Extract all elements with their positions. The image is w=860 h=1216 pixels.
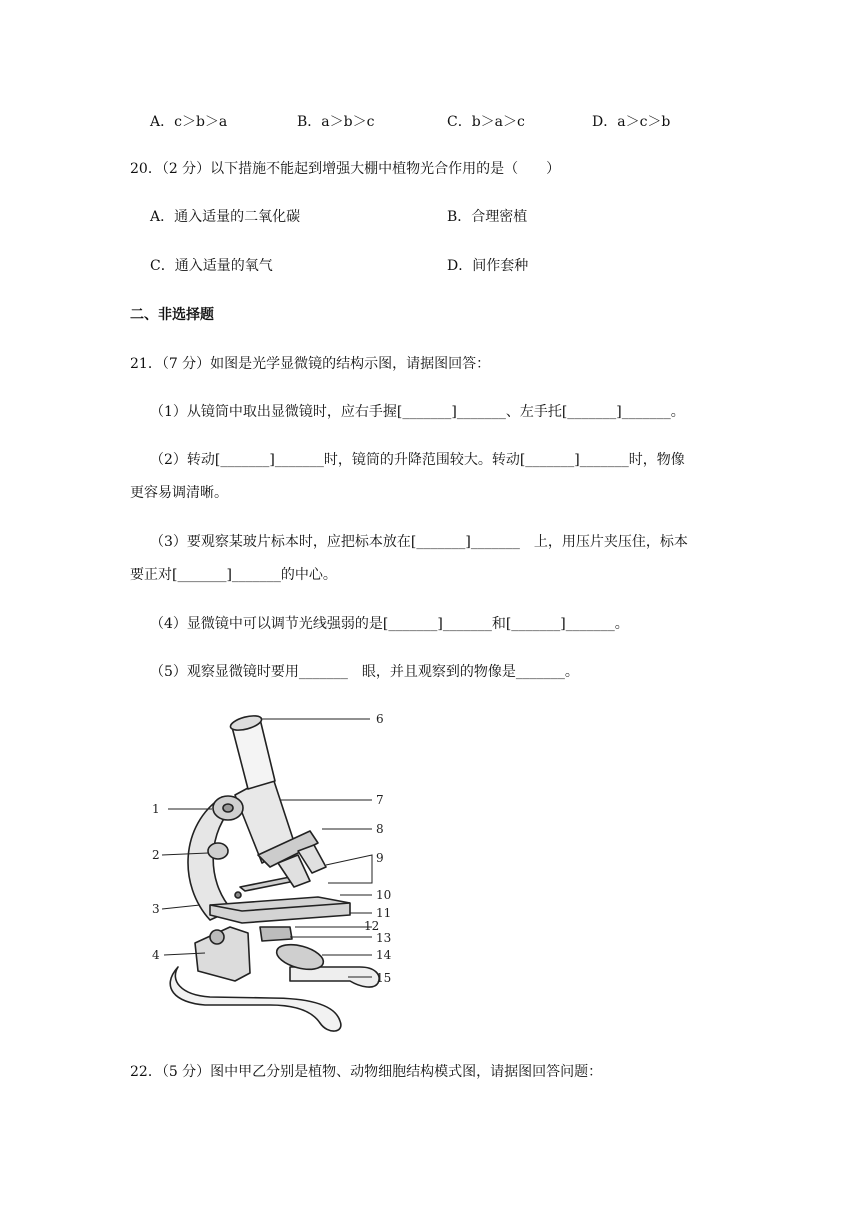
figure-label-6: 6 (376, 712, 384, 726)
q20-option-d: D．间作套种 (447, 258, 529, 274)
figure-label-15: 15 (376, 971, 392, 985)
q21-part-5: （5）观察显微镜时要用_______ 眼，并且观察到的物像是_______。 (150, 664, 579, 680)
q21-part-3-line-2: 要正对[_______]_______的中心。 (130, 567, 337, 583)
q22-stem: 22．（5 分）图中甲乙分别是植物、动物细胞结构模式图，请据图回答问题： (130, 1064, 603, 1080)
figure-label-3: 3 (152, 902, 160, 916)
q19-option-b: B．a＞b＞c (297, 114, 375, 130)
figure-label-14: 14 (376, 948, 392, 962)
q19-option-c: C．b＞a＞c (447, 114, 525, 130)
q19-option-d: D．a＞c＞b (592, 114, 671, 130)
figure-label-13: 13 (376, 931, 392, 945)
q20-option-a: A．通入适量的二氧化碳 (150, 209, 301, 225)
q20-option-b: B．合理密植 (447, 209, 528, 225)
figure-label-11: 11 (376, 906, 392, 920)
section-title: 二、非选择题 (130, 307, 214, 323)
figure-label-7: 7 (376, 793, 384, 807)
figure-label-2: 2 (152, 848, 160, 862)
figure-label-9: 9 (376, 851, 384, 865)
figure-label-12: 12 (364, 919, 380, 933)
q19-option-a: A．c＞b＞a (150, 114, 228, 130)
figure-label-1: 1 (152, 802, 160, 816)
microscope-stage (210, 897, 350, 923)
figure-label-10: 10 (376, 888, 392, 902)
q21-stem: 21．（7 分）如图是光学显微镜的结构示图，请据图回答： (130, 356, 491, 372)
q20-option-c: C．通入适量的氧气 (150, 258, 273, 274)
microscope-figure (150, 705, 410, 1035)
q20-stem: 20．（2 分）以下措施不能起到增强大棚中植物光合作用的是（ ） (130, 161, 561, 177)
q21-part-2-line-1: （2）转动[_______]_______时，镜筒的升降范围较大。转动[_______]_______时，物像 (150, 452, 685, 468)
figure-label-8: 8 (376, 822, 384, 836)
figure-label-4: 4 (152, 948, 160, 962)
q21-part-2-line-2: 更容易调清晰。 (130, 485, 228, 501)
fine-focus-knob (208, 843, 228, 859)
q21-part-4: （4）显微镜中可以调节光线强弱的是[_______]_______和[_______]_______。 (150, 616, 629, 632)
q21-part-3-line-1: （3）要观察某玻片标本时，应把标本放在[_______]_______ 上，用压片夹压住，标本 (150, 534, 688, 550)
q21-part-1: （1）从镜筒中取出显微镜时，应右手握[_______]_______、左手托[_______]_______。 (150, 404, 685, 420)
